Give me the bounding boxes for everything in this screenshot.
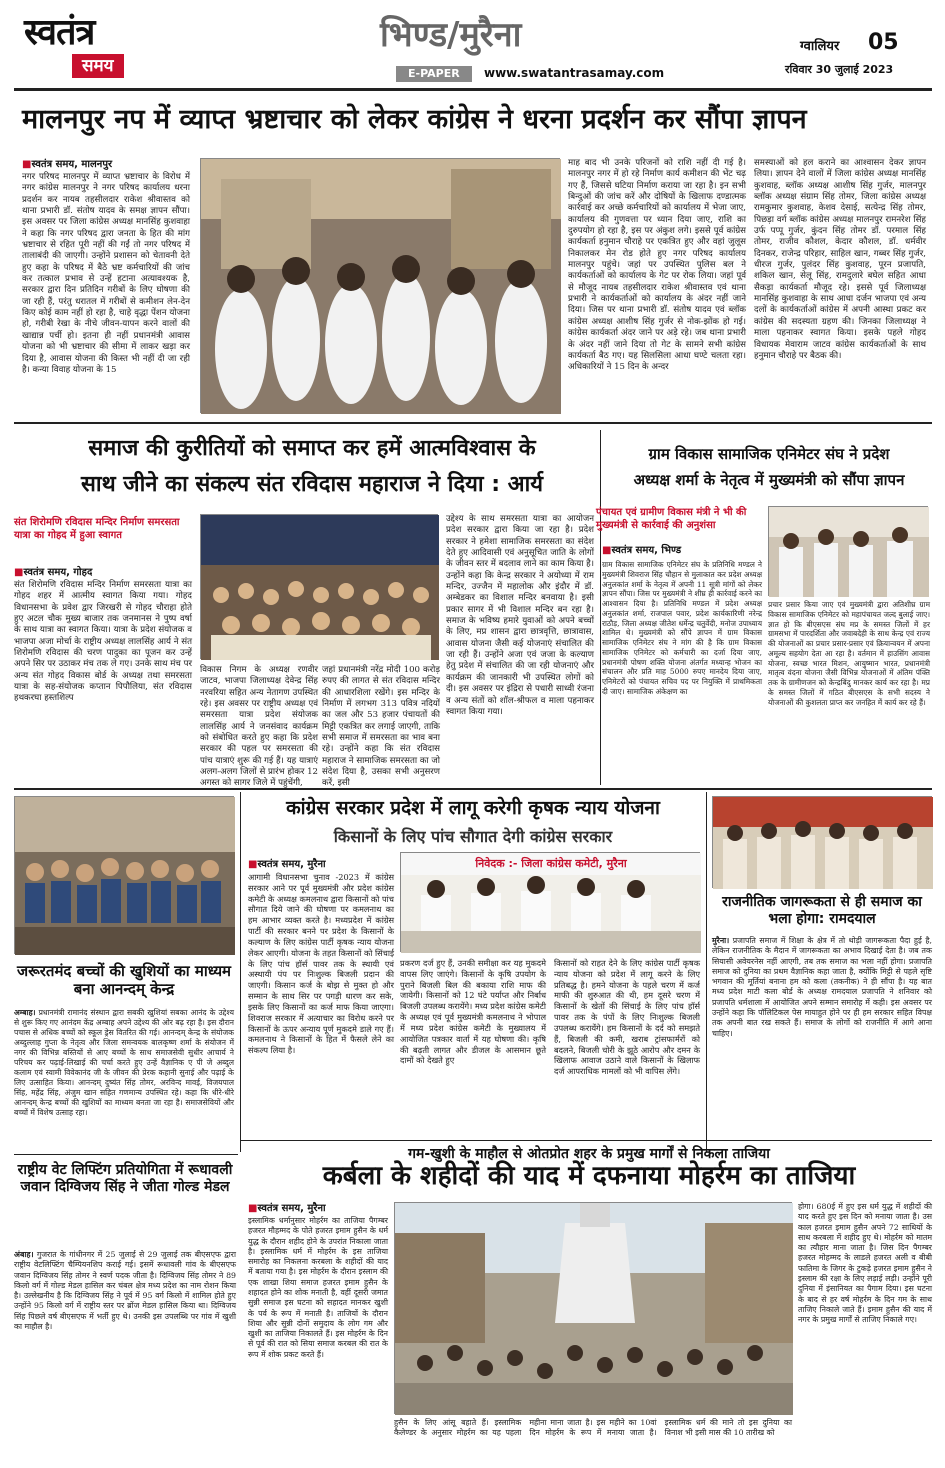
story4-headline[interactable]: कांग्रेस सरकार प्रदेश में लागू करेगी कृषक न्याय योजना	[286, 797, 660, 819]
story3-headline-line1[interactable]: ग्राम विकास सामाजिक एनिमेटर संघ ने प्रदेश	[648, 445, 890, 463]
story7-photo	[394, 1202, 792, 1414]
story1-headline[interactable]: मालनपुर नप में व्याप्त भ्रष्टाचार को लेकर कांग्रेस ने धरना प्रदर्शन कर सौंपा ज्ञापन	[22, 104, 807, 135]
story2-col2: विकास निगम के अध्यक्ष रणवीर जाटव, भाजपा जिलाध्यक्ष देवेन्द्र सिंह नरवरिया सहित अन्य नेतागण उपस्थित रहे। इस अवसर पर राष्ट्रीय अध्यक्ष एवं समरसता यात्रा प्रदेश संयोजक लालसिंह आर्य ने जनसंवाद कार्यक्रम को संबोधित करते हुए कहा कि प्रदेश सरकार की पहल पर समरसता की पांच यात्राएं शुरू की गई हैं। यह यात्राएं अलग-अलग जिलों से प्रारंभ होकर 12 अगस्त को सागर जिले में पहुंचेंगी,	[200, 665, 318, 789]
divider-vertical-3	[706, 792, 707, 1152]
story8-col1: गुजरात के गांधीनगर में 25 जुलाई से 29 जुलाई तक बीएसएफ द्वारा राष्ट्रीय वेटलिफ्टिंग चैम्पियनशिप कराई गई। इसमें रूधावली गांव के बीएसएफ जवान दिग्विजय सिंह तोमर ने स्वर्ण पदक जीता है। दिग्विजय सिंह तोमर ने 89 किलो वर्ग में गोल्ड मेडल हासिल कर चंबल क्षेत्र मध्य प्रदेश का नाम रोशन किया है। उल्लेखनीय है कि दिग्विजय सिंह ने पूर्व में 95 वर्ग किलो में शामिल होते हुए उन्होंने 95 किलो वर्ग में राष्ट्रीय स्तर पर ब्रोंज मेडल हासिल किया था। दिग्विजय सिंह पिछले वर्ष बीएसएफ में भर्ती हुए थे। उनकी इस उपलब्धि पर गांव में खुशी का माहौल है।	[14, 1250, 237, 1331]
brand-bottom: समय	[72, 54, 124, 78]
website-link[interactable]: www.swatantrasamay.com	[484, 66, 665, 80]
issue-date: रविवार 30 जुलाई 2023	[785, 63, 894, 76]
story5-headline[interactable]: जरूरतमंद बच्चों की खुशियों का माध्यम बना आनन्दम् केन्द्र	[16, 962, 232, 998]
page-number: 05	[868, 30, 899, 55]
story6-dateline: मुरैना।	[712, 936, 730, 945]
story7-col1: इस्लामिक धर्मानुसार मोहर्रम का ताजिया पैगम्बर हजरत मौहम्मद के पोते हजरत इमाम हुसैन के धर्म युद्ध के दौरान शहीद होने के उपरांत निकाला जाता है। इस्लामिक धर्म में मोहर्रम के इस ताजिया समारोह का निकलना करबला के शहीदों की याद में बताया गया है। इस मोहर्रम के दौरान इस्लाम की एक शाखा शिया समाज हजरत इमाम हुसैन के शहादत होने का शोक मनाती है, वहीं दूसरी जमात सुन्नी समाज इस घटना को सहादत मानकर खुशी के पर्व के रूप में मनाती है। ताजियों के दौरान शिया और सुन्नी दोनों समुदाय के लोग गम और खुशी का ताजिया निकालते हैं। इस मोहर्रम के दिन से पूर्व की रात को सिया समाज करबल की रात के रूप में शोक प्रकट करते हैं।	[248, 1216, 388, 1359]
divider-3	[240, 1140, 932, 1141]
story2-headline-line2[interactable]: साथ जीने का संकल्प संत रविदास महाराज ने दिया : आर्य	[81, 472, 543, 497]
city-label: ग्वालियर	[800, 39, 840, 54]
story1-col1: नगर परिषद मालनपुर में व्याप्त भ्रष्टाचार के विरोध में नगर कांग्रेस मालनपुर ने नगर परिषद कार्यालय धरना प्रदर्शन कर नायब तहसीलदार राकेश श्रीवास्तव को थाना प्रभारी डॉ. संतोष यादव के समक्ष ज्ञापन सौंपा। इस अवसर पर जिला कांग्रेस अध्यक्ष मानसिंह कुशवाहा ने कहा कि नगर परिषद द्वारा जनता के हित की मांग भ्रष्टाचार से रहित पूरी नहीं की गईं तो नगर परिषद में तालाबंदी की जाएगी। उन्होंने प्रशासन को चेतावनी देते हुए कहा के परिषद में बैठे भ्रष्ट कर्मचारियों की जांच कर तत्काल प्रभाव से उन्हें हटाना अत्यावश्यक है, सरकार द्वारा दिन प्रतिदिन गरीबों के लिए घोषणा की जा रही हैं, परंतु धरातल में गरीबों से कमीशन लेन-देन किए कोई काम नहीं हो रहा है, चाहे वृद्धा पेंशन योजना हो, गरीबी रेखा के नीचे जीवन-यापन करने वालों की खाद्यान्न पर्ची हो। इतना ही नहीं प्रधानमंत्री आवास योजना को भी भ्रष्टाचार की सीमा में लाकर खड़ा कर दिया है, आवास योजना की किस्त भी नहीं दी जा रही है। कन्या विवाह योजना के 15	[22, 172, 190, 375]
story7-headline[interactable]: कर्बला के शहीदों की याद में दफनाया मोहर्रम का ताजिया	[322, 1161, 856, 1191]
story6-body	[712, 936, 932, 1136]
masthead-rule	[14, 88, 932, 91]
story5-col1: प्रधानमंत्री रामानंद संस्थान द्वारा सबकी खुशियां सबका आनंद के उद्देश्य से शुरू किए गए आनंदम केंद्र अम्बाह अपने उद्देश्य की ओर बढ़ रहा है। इस दौरान पचास से अधिक बच्चों को स्कूल ड्रेस वितरित की गई। आनन्दम् केन्द्र के संयोजक अब्दुल्लाह गुप्ता के नेतृत्व और जिला समन्वयक बालकृष्ण शर्मा के संयोजन में नगर की विभिन्न बस्तियों से आए बच्चों के साथ समाजसेवी सुधीर आचार्य ने परिचय कर पढ़ाई-लिखाई की चर्चा करते हुए उन्हें वैज्ञानिक ए पी जे अब्दुल कलाम एवं स्वामी विवेकानंद जी के जीवन की प्रेरक कहानी सुनाई और पढ़ाई के लिए उत्साहित किया। आनन्दम् दुष्यंत सिंह तोमर, अरविन्द मावई, विजयपाल सिंह, महेंद्र सिंह, अंजुम खान सहित गणमान्य उपस्थित रहे। कहा कि धीरे-धीरे आनन्दम् केन्द्र बच्चों की खुशियों का माध्यम बनता जा रहा है। समाजसेवियों और बच्चों में विशेष उत्साह रहा।	[14, 1008, 234, 1118]
section-title: भिण्ड/मुरैना	[380, 15, 522, 55]
story8-headline[interactable]: राष्ट्रीय वेट लिफ्टिंग प्रतियोगिता में रूधावली जवान दिग्विजय सिंह ने जीता गोल्ड मेडल	[17, 1162, 233, 1195]
story6-col1: प्रजापति समाज में शिक्षा के क्षेत्र में तो थोड़ी जागरूकता पैदा हुई है, लेकिन राजनीतिक के मैदान में जागरूकता का अभाव दिखाई देता है। जब तक सियासी अवेयरनेस नहीं आएगी, तब तक समाज का भला नहीं होगा। प्रजापति समाज को दुनिया का प्रथम वैज्ञानिक कहा जाता है, क्योंकि मिट्टी से पहले सृष्टि भगवान की मूर्तियां बनाना हम को कला (तकनीक) ने ही सौंपा है। यह बात मध्य प्रदेश माटी कला बोर्ड के अध्यक्ष रामदयाल प्रजापति ने शनिवार को प्रजापति धर्मशाला में आयोजित अपने सम्मान समारोह में कही। इस अवसर पर उन्होंने कहा कि पॉलिटिकल पेस मायाहुत होने पर ही हम सरकार सहित विपक्ष तक अपनी बात रख सकते हैं। समाज के लोगों को राजनीति में आगे आना चाहिए।	[712, 936, 932, 1038]
story7-byline: ■ स्वतंत्र समय, मुरैना	[248, 1200, 326, 1214]
story8-dateline: अंबाह।	[14, 1250, 34, 1259]
brand-top: स्वतंत्र	[24, 12, 95, 53]
story7-kicker: गम-खुशी के माहौल से ओतप्रोत शहर के प्रमुख मार्गों से निकला ताजिया	[408, 1146, 770, 1162]
story2-col1: संत शिरोमणि रविदास मन्दिर निर्माण समरसता यात्रा का गोहद शहर में आत्मीय स्वागत किया गया। गोहद विधानसभा के प्रवेश द्वार जिरखरी से गोहद चौराहा होते हुए अटल चौक मुख्य बाजार तक जनमानस ने पुष्प वर्षा के साथ यात्रा का स्वागत किया। यात्रा के प्रदेश संयोजक व भाजपा अजा मोर्चा के राष्ट्रीय अध्यक्ष लालसिंह आर्य ने संत शिरोमणि रविदास की चरण पादुका का पूजन कर उन्हें अपने सिर पर उठाकर मंच तक ले गए। उनके साथ मंच पर अन्य संत गोहद विकास बोर्ड के अध्यक्ष तथा समरसता यात्रा के सह-संयोजक कप्तान पिपौलिया, संत रविदास हथकरघा हस्तशिल्प	[14, 580, 192, 704]
masthead	[0, 0, 945, 88]
story3-col1: ग्राम विकास सामाजिक एनिमेटर संघ के प्रतिनिधि मण्डल ने मुख्यमंत्री शिवराज सिंह चौहान से मुलाकात कर प्रदेश अध्यक्ष अनुलकांत शर्मा के नेतृत्व में अपनी 11 सूत्री मांगों को लेकर ज्ञापन सौंपा। जिस पर मुख्यमंत्री ने शीघ्र ही कार्रवाई करने का आश्वासन दिया है। प्रतिनिधि मण्डल में प्रदेश अध्यक्ष अनुलकांत शर्मा, राजपाल पवार, प्रदेश कार्यकारिणी नरेन्द्र राठौड़, जिला अध्यक्ष जीतेश धर्मेन्द्र चतुर्वेदी, मनोज उपाध्याय शामिल थे। मुख्यमंत्री को सौंपे ज्ञापन में ग्राम विकास सामाजिक एनिमेटर संघ ने मांग की है कि ग्राम विकास सामाजिक एनिमेटर को कर्मचारी का दर्जा दिया जाए, प्रधानमंत्री पोषण शक्ति योजना अंतर्गत मध्यान्ह भोजन का संचालन और प्रति माह 5000 रुपए मानदेय दिया जाए, एनिमेटरों को पंचायत सचिव पद पर नियुक्ति में प्राथमिकता दी जाए। सामाजिक अंकेक्षण का	[602, 560, 762, 696]
story4-col2: प्रकरण दर्ज हुए हैं, उनकी समीक्षा कर यह मुकदमे वापस लिए जाएंगे। किसानों के कृषि उपयोग के पुराने बिजली बिल की बकाया राशि माफ की जायेगी। किसानों को 12 घंटे पर्याप्त और निर्बाध बिजली उपलब्ध करायेंगे। मध्य प्रदेश कांग्रेस कमेटी के अध्यक्ष एवं पूर्व मुख्यमंत्री कमलनाथ ने भोपाल में मध्य प्रदेश कांग्रेस कमेटी के मुख्यालय में आयोजित पत्रकार वार्ता में यह घोषणा की। कृषि की बढ़ती लागत और डीजल के आसमान छूते दामों को देखते हुए	[400, 958, 546, 1066]
story1-col3: माह बाद भी उनके परिजनों को राशि नहीं दी गई है। मालनपुर नगर में हो रहे निर्माण कार्य कमीशन की भेंट चढ़ गए हैं, जिससे घटिया निर्माण कराया जा रहा है। इन सभी बिन्दुओं की जांच करें और दोषियों के खिलाफ दण्डात्मक कार्रवाई कर अच्छे कर्मचारियों को कार्यालय में भेजा जाए, कार्यालय की गुणवत्ता पर ध्यान दिया जाए, राशि का दुरुपयोग हो रहा है, इस पर अंकुश लगे। इससे पूर्व कांग्रेस कार्यकर्ता हनुमान चौराहे पर एकत्रित हुए और वहां जुलूस निकालकर मेन रोड होते हुए नगर परिषद कार्यालय मालनपुर पहुंचे। जहां पर उपस्थित पुलिस बल ने कार्यकर्ताओं को कार्यालय के गेट पर रोक लिया। जहां पूर्व से मौजूद नायब तहसीलदार राकेश श्रीवास्तव एवं थाना प्रभारी ने कार्यकर्ताओं को कार्यालय के अंदर नहीं जाने दिया। जिस पर थाना प्रभारी डॉ. संतोष यादव एवं ब्लॉक कांग्रेस अध्यक्ष आशीष सिंह गुर्जर से नोक-झोंक हो गई। कांग्रेस कार्यकर्ता अंदर जाने पर अड़े रहे। जब थाना प्रभारी के अंदर नहीं जाने दिया तो गेट के सामने सभी कांग्रेस कार्यकर्ता बैठ गए। यह सिलसिला आधा घण्टे चलता रहा। अधिकारियों ने 15 दिन के अन्दर	[568, 158, 746, 373]
story2-col3: जहां प्रधानमंत्री नरेंद्र मोदी 100 करोड़ रुपए की लागत से संत रविदास मन्दिर की आधारशिला रखेंगे। इस मन्दिर के निर्माण में लगभग 313 पवित्र नदियों का जल और 53 हजार पंचायतों की मिट्टी एकत्रित कर लगाई जाएगी, ताकि सभी समाज में समरसता का भाव बना रहे। उन्होंने कहा कि संत रविदास महाराज ने सामाजिक समरसता का जो संदेश दिया है, उसका सभी अनुसरण करें, इसी	[322, 665, 440, 789]
story2-headline-line1[interactable]: समाज की कुरीतियों को समाप्त कर हमें आत्मविश्वास के	[88, 436, 536, 461]
divider-2	[14, 788, 932, 790]
story4-byline: ■ स्वतंत्र समय, मुरैना	[248, 856, 326, 870]
story6-photo	[712, 796, 932, 888]
story2-byline: ■ स्वतंत्र समय, गोहद	[14, 564, 92, 578]
story2-photo	[200, 514, 438, 659]
story7-photo-caption: हुसैन के लिए आंसू बहाते हैं। इस्लामिक कैलेण्डर के अनुसार मोहर्रम का यह पहला महीना माना जाता है। इस महीने का 10वां दिन मोहर्रम के रूप में मनाया जाता है। इस्लामिक धर्म की माने तो इस दुनिया का विनाश भी इसी मास की 10 तारीख को	[394, 1418, 792, 1438]
divider-4	[14, 1154, 238, 1155]
brand-logo[interactable]	[22, 6, 152, 80]
divider-vertical-2	[240, 792, 241, 1152]
story4-subhead: किसानों के लिए पांच सौगात देगी कांग्रेस सरकार	[333, 827, 613, 846]
story2-subhead: संत शिरोमणि रविदास मन्दिर निर्माण समरसता यात्रा का गोहद में हुआ स्वागत	[14, 517, 180, 541]
story7-col3: होगा। 680ई में हुए इस धर्म युद्ध में शहीदों की याद करते हुए इस दिन को मनाया जाता है। उस काल हजरत इमाम हुसैन अपने 72 साथियों के साथ करबला में शहीद हुए थे। मोहर्रम को मातम का त्यौहार माना जाता है। जिस दिन पैगम्बर हजरत मोहम्मद के लाडले हजरत अली व बीबी फातिमा के जिगर के टुकड़े हजरत इमाम हुसैन ने इस्लाम की रक्षा के लिए लड़ाई लड़ी। उन्होंने पूरी दुनिया में इंसानियत का पैगाम दिया। इस घटना के बाद से हर वर्ष मोहर्रम के दिन गम के साथ ताजिए निकाले जाते हैं। इमाम हुसैन की याद में नगर के प्रमुख मार्गों से ताजिए निकाले गए।	[798, 1202, 932, 1325]
story5-body	[14, 1008, 234, 1148]
story5-photo	[14, 796, 234, 954]
story8-body	[14, 1250, 236, 1462]
story3-col2: प्रचार प्रसार किया जाए एवं मुख्यमंत्री द्वारा अतिशीघ्र ग्राम विकास सामाजिक एनिमेटर को महापंचायत जल्द बुलाई जाए। ज्ञात हो कि बीएसएस संघ मप्र के समस्त जिलों में हर ग्रामसभा में पारदर्शिता और जवाबदेही के साथ केन्द्र एवं राज्य की योजनाओं का प्रचार प्रसार-प्रसार एवं क्रियान्वयन में अपना अमूल्य सहयोग देता आ रहा है। वर्तमान में हाउसिंग आवास योजना, स्वच्छ भारत मिशन, आयुष्मान भारत, प्रधानमंत्री मातृत्व वंदना योजना जैसी विभिन्न योजनाओं में अंतिम पंक्ति तक के ग्रामीणजन को केन्द्रबिंदु मानकर कार्य कर रहा है। मप्र के समस्त जिलों में गठित बीएसएस के सभी सदस्य ने योजनाओं की कुशलता प्राप्त कर जनहित में कार्य कर रहे हैं।	[768, 600, 930, 707]
epaper-label[interactable]: E-PAPER	[396, 66, 472, 82]
story5-dateline: अम्बाह।	[14, 1008, 36, 1017]
story3-subhead: पंचायत एवं ग्रामीण विकास मंत्री ने भी की मुख्यमंत्री से कार्रवाई की अनुशंसा	[596, 507, 747, 531]
story2-col4: उद्देश्य के साथ समरसता यात्रा का आयोजन प्रदेश सरकार द्वारा किया जा रहा है। प्रदेश सरकार ने हमेशा सामाजिक समरसता का संदेश देते हुए आदिवासी एवं अनुसूचित जाति के लोगों के जीवन स्तर में बदलाव लाने का काम किया है। उन्होंने कहा कि केन्द्र सरकार ने अयोध्या में राम मन्दिर, उज्जैन में महालोक और इंदौर में डॉ. अम्बेडकर का विशाल मन्दिर बनवाया है। इसी प्रकार सागर में भी विशाल मन्दिर बन रहा है। समाज के भविष्य हमारे युवाओं को अपने बच्चों के लिए, मप्र शासन द्वारा छात्रवृत्ति, छात्रावास, आवास योजना जैसी कई योजनाएं संचालित की जा रही हैं। उन्होंने अजा एवं जजा के कल्याण हेतु प्रदेश में संचालित की जा रही योजनाएं और कार्यक्रम की जानकारी भी उपस्थित लोगों को दी। इस अवसर पर इंद्रिरा से पधारी साध्वी रंजना व अन्य संतों को शॉल-श्रीफल व माला पहनाकर स्वागत किया गया।	[446, 514, 595, 717]
story4-col1: आगामी विधानसभा चुनाव -2023 में कांग्रेस सरकार आने पर पूर्व मुख्यमंत्री और प्रदेश कांग्रेस कमेटी के अध्यक्ष कमलनाथ द्वारा किसानों को पांच सौगात दिये जाने की घोषणा पर कमलनाथ का हम आभार व्यक्त करते है। मध्यप्रदेश में कांग्रेस पार्टी की सरकार बनने पर प्रदेश के किसानों के कल्याण के लिए कांग्रेस पार्टी कृषक न्याय योजना लेकर आएगी। योजना के तहत किसानों को सिंचाई के लिए पांच हॉर्स पावर तक के स्थायी एवं अस्थायी पंप पर निःशुल्क बिजली प्रदान की जाएगी। किसान कर्ज के बोझ से मुक्त हो और सम्मान के साथ सिर पर पगड़ी धारण कर सके, इसके लिए किसानों का कर्ज माफ किया जाएगा। शिवराज सरकार में अत्याचार का विरोध करने पर किसानों के ऊपर अन्याय पूर्ण मुकदमे डाले गए हैं। कमलनाथ ने किसानों के हित में फैसले लेने का संकल्प लिया है।	[248, 872, 394, 1056]
story3-byline: ■ स्वतंत्र समय, भिण्ड	[602, 542, 681, 556]
story4-banner: निवेदक :- जिला कांग्रेस कमेटी, मुरैना	[475, 857, 627, 870]
divider-1	[14, 422, 932, 424]
story1-photo	[200, 158, 560, 413]
divider-vertical-1	[600, 430, 601, 785]
story4-col3: किसानों को राहत देने के लिए कांग्रेस पार्टी कृषक न्याय योजना को प्रदेश में लागू करने के लिए प्रतिबद्ध है। हमने योजना के पहले चरण में कर्ज माफी की शुरुआत की थी, हम दूसरे चरण में किसानों के खेतों की सिंचाई के लिए पांच हॉर्स पावर तक के पंपों के लिए निःशुल्क बिजली उपलब्ध करायेंगे। हम किसानों के दर्द को समझते हैं, बिजली की कमी, खराब ट्रांसफार्मरों को बदलने, बिजली चोरी के झूठे आरोप और दमन के खिलाफ आवाज उठाने वाले किसानों के खिलाफ दर्ज आपराधिक मामलों को भी वापिस लेंगे।	[554, 958, 700, 1077]
story3-photo	[768, 506, 928, 596]
story3-headline-line2[interactable]: अध्यक्ष शर्मा के नेतृत्व में मुख्यमंत्री को सौंपा ज्ञापन	[633, 471, 905, 489]
story6-headline[interactable]: राजनीतिक जागरूकता से ही समाज का भला होगा: रामदयाल	[722, 894, 922, 927]
story4-photo	[400, 852, 700, 952]
story1-col4: समस्याओं को हल कराने का आश्वासन देकर ज्ञापन लिया। ज्ञापन देने वालों में जिला कांग्रेस अध्यक्ष मानसिंह कुशवाह, ब्लॉक अध्यक्ष आशीष सिंह गुर्जर, मालनपुर ब्लॉक अध्यक्ष संग्राम सिंह तोमर, जिला कांग्रेस अध्यक्ष रामकुमार कुशवाह, केशव देसाई, सत्येन्द्र सिंह तोमर, पिछड़ा वर्ग ब्लॉक कांग्रेस अध्यक्ष मालनपुर रामनरेश सिंह उर्फ पप्पू गुर्जर, कुंदन सिंह तोमर डॉ. परमाल सिंह तोमर, राजीव कौशल, केदार कौशल, डॉ. धर्मवीर दिनकर, राजेन्द्र परिहार, साहिल खान, गब्बर सिंह गुर्जर, धीरज गुर्जर, पुलंदर सिंह कुशवाह, पूरन प्रजापति, शकिल खान, सेलू सिंह, रामदुलारे बघेल सहित आधा सैकड़ा कार्यकर्ता मौजूद रहे। इससे पूर्व जिलाध्यक्ष मानसिंह कुशवाहा के साथ आधा दर्जन भाजपा एवं अन्य दलों के कार्यकर्ताओं कांग्रेस में अपनी आस्था प्रकट कर कांग्रेस की सदस्यता ग्रहण की। जिनका जिलाध्यक्ष ने माला पहनाकर स्वागत किया। इसके पहले गोहद विधायक मेवाराम जाटव कांग्रेस कार्यकर्ताओं के साथ हनुमान चौराहे पर बैठक की।	[754, 158, 926, 361]
story1-byline: ■ स्वतंत्र समय, मालनपुर	[22, 156, 112, 170]
